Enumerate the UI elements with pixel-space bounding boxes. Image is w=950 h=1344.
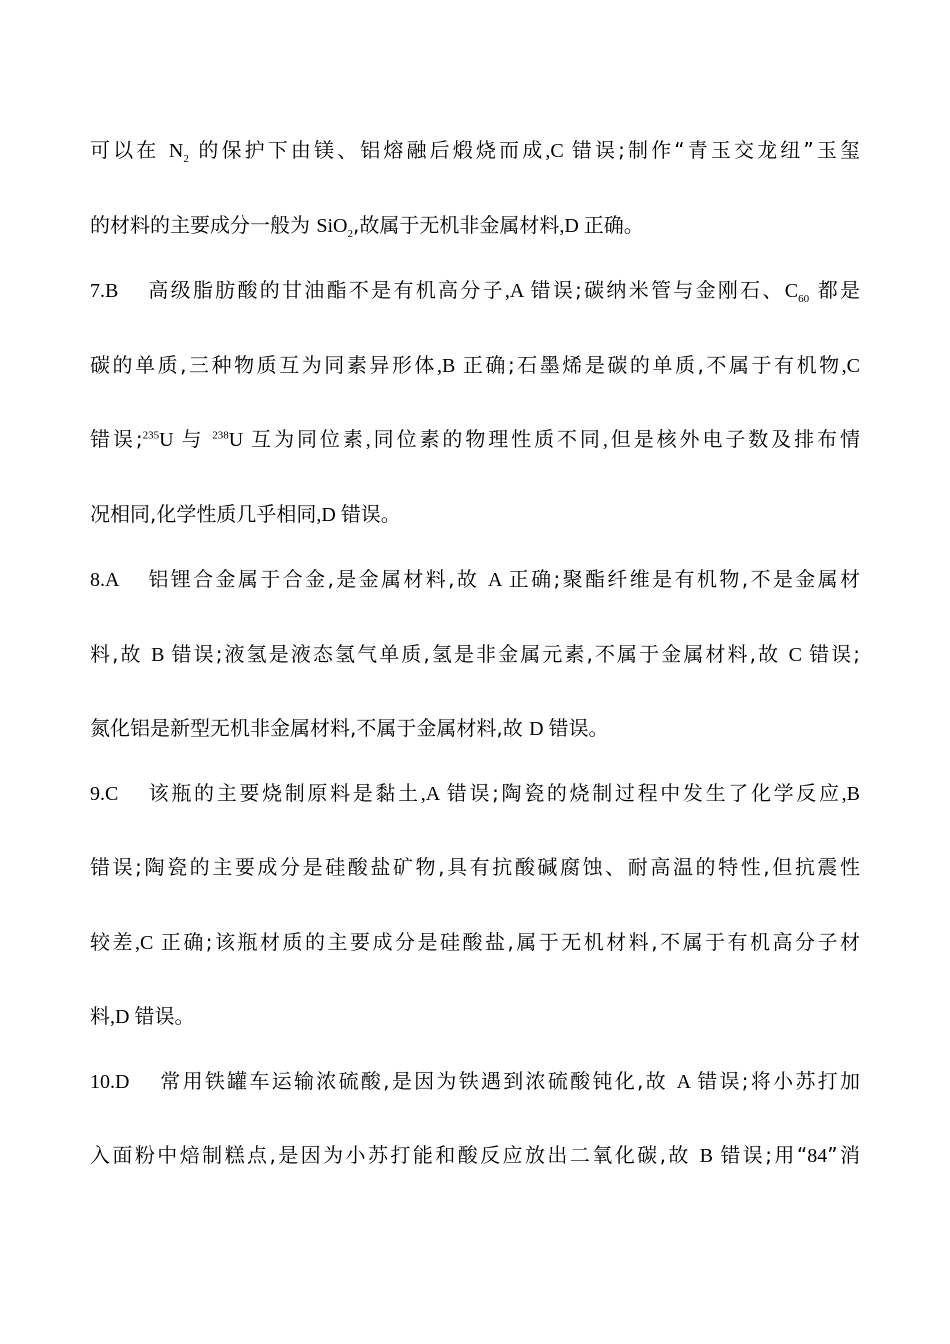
text-line-9: 氮化铝是新型无机非金属材料,不属于金属材料,故 D 错误。 <box>90 716 609 740</box>
text-line-15: 入面粉中焙制糕点,是因为小苏打能和酸反应放出二氧化碳,故 B 错误;用“84”消 <box>90 1143 860 1167</box>
text-line-7: 8.A 铝锂合金属于合金,是金属材料,故 A 正确;聚酯纤维是有机物,不是金属材 <box>90 564 860 594</box>
text-line-3: 7.B 高级脂肪酸的甘油酯不是有机高分子,A 错误;碳纳米管与金刚石、$C_{60}$ 都是 <box>90 278 861 305</box>
text-line-4: 碳的单质,三种物质互为同素异形体,B 正确;石墨烯是碳的单质,不属于有机物,C <box>90 353 861 377</box>
text-line-8: 料,故 B 错误;液氢是液态氢气单质,氢是非金属元素,不属于金属材料,故 C 错误; <box>90 642 860 666</box>
question-number: 8.A <box>90 569 120 591</box>
text-line-11: 错误;陶瓷的主要成分是硅酸盐矿物,具有抗酸碱腐蚀、耐高温的特性,但抗震性 <box>90 855 860 879</box>
question-number: 9.C <box>90 783 119 805</box>
question-number: 7.B <box>90 280 119 302</box>
text-line-2: 的材料的主要成分一般为 SiO$_2$,故属于无机非金属材料,D 正确。 <box>90 213 644 240</box>
text-line-1: 可以在 $N_2$ 的保护下由镁、铝熔融后煅烧而成,C 错误;制作“青玉交龙纽”玉玺 <box>90 138 860 165</box>
text-line-5: 错误;$^{235}$U 与 $^{238}$U 互为同位素,同位素的物理性质不同,但是核外电子数及排布情 <box>90 427 860 451</box>
text-line-6: 况相同,化学性质几乎相同,D 错误。 <box>90 502 401 526</box>
question-number: 10.D <box>90 1071 130 1093</box>
text-line-13: 料,D 错误。 <box>90 1004 195 1028</box>
text-line-10: 9.C 该瓶的主要烧制原料是黏土,A 错误;陶瓷的烧制过程中发生了化学反应,B <box>90 778 860 808</box>
text-line-14: 10.D 常用铁罐车运输浓硫酸,是因为铁遇到浓硫酸钝化,故 A 错误;将小苏打加 <box>90 1066 860 1096</box>
text-line-12: 较差,C 正确;该瓶材质的主要成分是硅酸盐,属于无机材料,不属于有机高分子材 <box>90 930 861 954</box>
